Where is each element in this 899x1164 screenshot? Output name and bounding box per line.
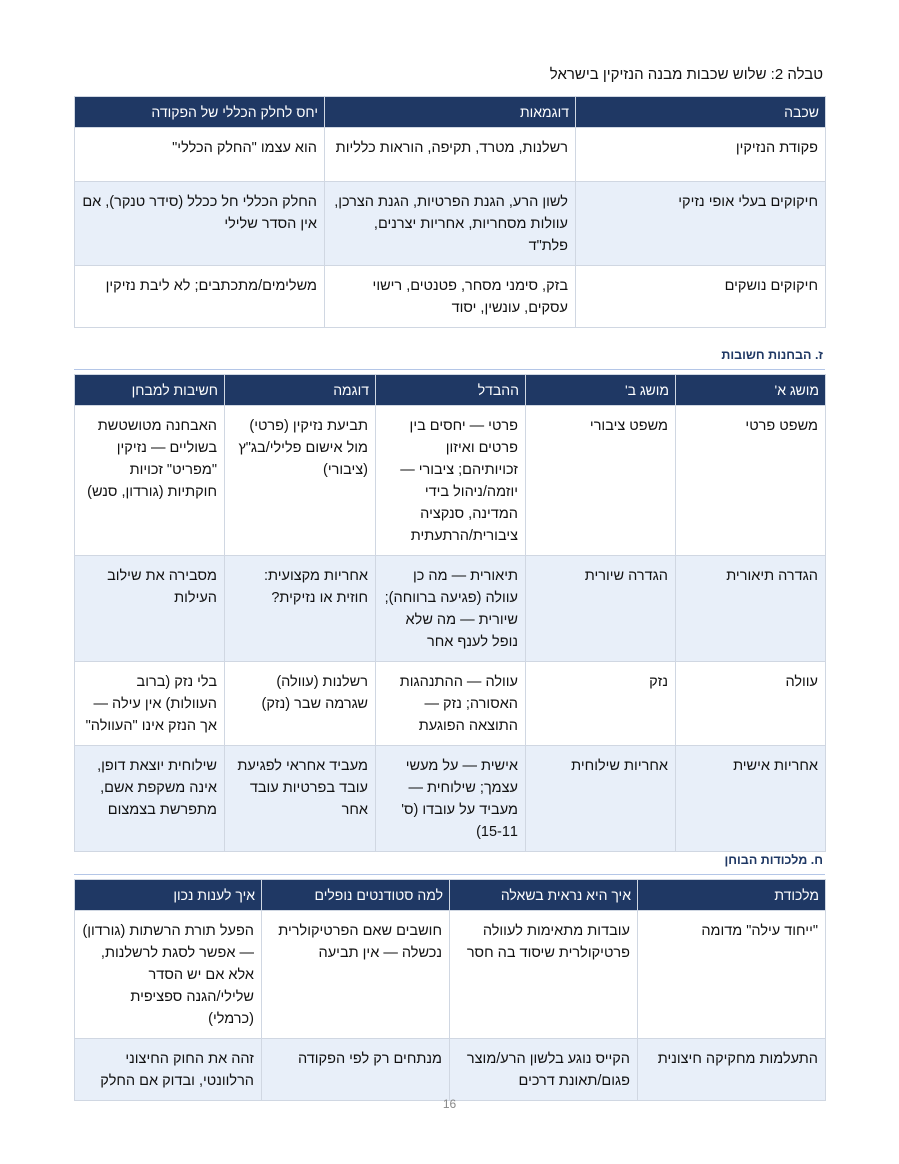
table-cell: "ייחוד עילה" מדומה bbox=[638, 911, 826, 1039]
table-cell: אחריות מקצועית: חוזית או נזיקית? bbox=[225, 556, 376, 662]
table-row bbox=[75, 746, 826, 852]
table-cell: משפט ציבורי bbox=[526, 406, 676, 556]
table-row bbox=[75, 128, 826, 182]
table-cell: תביעת נזיקין (פרטי) מול אישום פלילי/בג"ץ (ציבורי) bbox=[225, 406, 376, 556]
table-row bbox=[75, 266, 826, 328]
page-number: 16 bbox=[442, 1097, 457, 1111]
heading-divider bbox=[74, 369, 825, 370]
table-cell: החלק הכללי חל ככלל (סידר טנקר), אם אין הסדר שלילי bbox=[75, 182, 325, 266]
table-cell: התעלמות מחקיקה חיצונית bbox=[638, 1039, 826, 1101]
column-header: דוגמה bbox=[225, 375, 376, 406]
column-header: מושג א' bbox=[676, 375, 826, 406]
table-cell: מנתחים רק לפי הפקודה bbox=[262, 1039, 450, 1101]
table-header-row bbox=[75, 375, 826, 406]
column-header: שכבה bbox=[576, 97, 826, 128]
table-row bbox=[75, 1039, 826, 1101]
table-cell: חיקוקים בעלי אופי נזיקי bbox=[576, 182, 826, 266]
table-cell: פרטי — יחסים בין פרטים ואיזון זכויותיהם; ציבורי — יוזמה/ניהול בידי המדינה, סנקציה ציבורית/הרתעתית bbox=[376, 406, 526, 556]
table-header-row bbox=[75, 880, 826, 911]
table-cell: עוולה bbox=[676, 662, 826, 746]
table-cell: לשון הרע, הגנת הפרטיות, הגנת הצרכן, עוולות מסחריות, אחריות יצרנים, פלת"ד bbox=[325, 182, 576, 266]
table-cell: אחריות שילוחית bbox=[526, 746, 676, 852]
table-cell: שילוחית יוצאת דופן, אינה משקפת אשם, מתפרשת בצמצום bbox=[75, 746, 225, 852]
table-cell: אחריות אישית bbox=[676, 746, 826, 852]
table-cell: הגדרה תיאורית bbox=[676, 556, 826, 662]
table-row bbox=[75, 182, 826, 266]
table-cell: הפעל תורת הרשתות (גורדון) — אפשר לסגת לרשלנות, אלא אם יש הסדר שלילי/הגנה ספציפית (כרמלי) bbox=[75, 911, 262, 1039]
column-header: יחס לחלק הכללי של הפקודה bbox=[75, 97, 325, 128]
table-cell: רשלנות (עוולה) שגרמה שבר (נזק) bbox=[225, 662, 376, 746]
column-header: למה סטודנטים נופלים bbox=[262, 880, 450, 911]
table-cell: תיאורית — מה כן עוולה (פגיעה ברווחה); שיורית — מה שלא נופל לענף אחר bbox=[376, 556, 526, 662]
table-cell: מעביד אחראי לפגיעת עובד בפרטיות עובד אחר bbox=[225, 746, 376, 852]
table-row bbox=[75, 556, 826, 662]
distinctions-table bbox=[74, 374, 826, 852]
table-cell: אישית — על מעשי עצמך; שילוחית — מעביד על עובדו (ס' 15-11) bbox=[376, 746, 526, 852]
table-cell: זהה את החוק החיצוני הרלוונטי, ובדוק אם החלק bbox=[75, 1039, 262, 1101]
table-cell: בזק, סימני מסחר, פטנטים, רישוי עסקים, עונשין, יסוד bbox=[325, 266, 576, 328]
table-cell: משפט פרטי bbox=[676, 406, 826, 556]
section-heading-traps: ח. מלכודות הבוחן bbox=[724, 853, 823, 867]
column-header: ההבדל bbox=[376, 375, 526, 406]
table-caption: טבלה 2: שלוש שכבות מבנה הנזיקין בישראל bbox=[549, 66, 823, 83]
table-cell: האבחנה מטושטשת בשוליים — נזיקין "מפריט" זכויות חוקתיות (גורדון, סנש) bbox=[75, 406, 225, 556]
column-header: מושג ב' bbox=[526, 375, 676, 406]
table-cell: עוולה — ההתנהגות האסורה; נזק — התוצאה הפוגעת bbox=[376, 662, 526, 746]
table-row bbox=[75, 406, 826, 556]
section-heading-distinctions: ז. הבחנות חשובות bbox=[721, 348, 823, 362]
column-header: איך לענות נכון bbox=[75, 880, 262, 911]
table-cell: חושבים שאם הפרטיקולרית נכשלה — אין תביעה bbox=[262, 911, 450, 1039]
table-cell: חיקוקים נושקים bbox=[576, 266, 826, 328]
table-cell: פקודת הנזיקין bbox=[576, 128, 826, 182]
layers-table bbox=[74, 96, 826, 328]
table-cell: הקייס נוגע בלשון הרע/מוצר פגום/תאונת דרכים bbox=[450, 1039, 638, 1101]
column-header: חשיבות למבחן bbox=[75, 375, 225, 406]
column-header: מלכודת bbox=[638, 880, 826, 911]
table-cell: בלי נזק (ברוב העוולות) אין עילה — אך הנזק אינו "העוולה" bbox=[75, 662, 225, 746]
column-header: דוגמאות bbox=[325, 97, 576, 128]
table-row bbox=[75, 662, 826, 746]
table-cell: הוא עצמו "החלק הכללי" bbox=[75, 128, 325, 182]
table-cell: משלימים/מתכתבים; לא ליבת נזיקין bbox=[75, 266, 325, 328]
heading-divider bbox=[74, 874, 825, 875]
column-header: איך היא נראית בשאלה bbox=[450, 880, 638, 911]
traps-table bbox=[74, 879, 826, 1101]
table-cell: עובדות מתאימות לעוולה פרטיקולרית שיסוד בה חסר bbox=[450, 911, 638, 1039]
table-cell: רשלנות, מטרד, תקיפה, הוראות כלליות bbox=[325, 128, 576, 182]
table-cell: נזק bbox=[526, 662, 676, 746]
table-header-row bbox=[75, 97, 826, 128]
table-row bbox=[75, 911, 826, 1039]
table-cell: הגדרה שיורית bbox=[526, 556, 676, 662]
table-cell: מסבירה את שילוב העילות bbox=[75, 556, 225, 662]
